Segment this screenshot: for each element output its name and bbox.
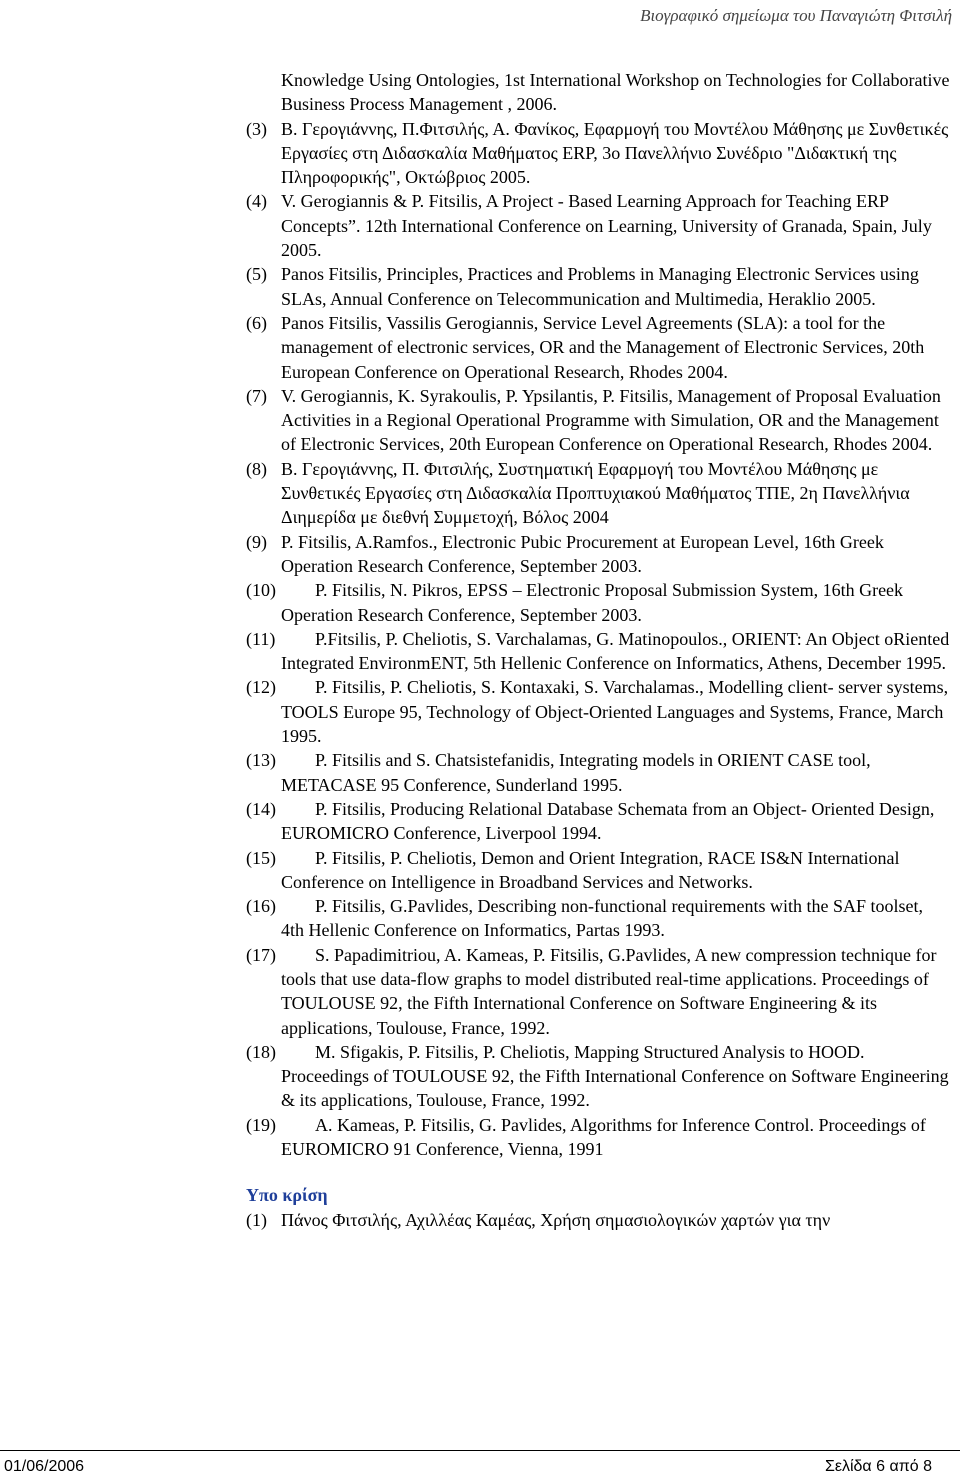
entry-text-lead: P. Fitsilis and S. Chatsistefanidis, Integrating models in ORIENT CASE — [315, 750, 834, 771]
entry-number: (13) — [246, 750, 276, 771]
entry-number: (11) — [246, 628, 276, 649]
entry-text-rest: Oriented Design, EUROMICRO Conference, Liverpool 1994. — [281, 798, 935, 844]
entry-number: (5) — [246, 264, 267, 285]
entry-text: P. Fitsilis, A.Ramfos., Electronic Pubic Procurement at European Level, 16th Greek Operation Research Conference, September 2003. — [281, 531, 884, 576]
entry-text-rest: 16th Greek Operation Research Conference, September 2003. — [281, 580, 904, 625]
list-item-continuation — [246, 68, 950, 117]
entry-number: (1) — [246, 1209, 267, 1230]
entry-text-lead: A. Kameas, P. Fitsilis, G. Pavlides, Algorithms for Inference Control. — [315, 1114, 814, 1135]
entry-number: (3) — [246, 118, 267, 139]
entry-number: (17) — [246, 944, 276, 965]
entry-number: (7) — [246, 385, 267, 406]
page-footer — [0, 1450, 960, 1477]
entry-number: (19) — [246, 1114, 276, 1135]
entry-text: V. Gerogiannis, K. Syrakoulis, P. Ypsilantis, P. Fitsilis, Management of Proposal Evaluation Activities in a Regional Operational Programme with Simulation, OR and the Management of Electronic Services, 20th European Conference on Operational Research, Rhodes 2004. — [281, 385, 941, 455]
entry-text-rest: HOOD. Proceedings of TOULOUSE 92, the Fifth International Conference on Software Engineering & its applications, Toulouse, France, 1992. — [281, 1041, 949, 1111]
entry-text: Πάνος Φιτσιλής, Αχιλλέας Καμέας, Χρήση σημασιολογικών χαρτών για την — [281, 1209, 831, 1230]
entry-text-lead: P. Fitsilis, P. Cheliotis, S. Kontaxaki, S. Varchalamas., Modelling client- — [315, 677, 834, 698]
entry-text-lead: P.Fitsilis, P. Cheliotis, S. Varchalamas, G. Matinopoulos., ORIENT: An — [315, 628, 828, 649]
entry-number: (12) — [246, 677, 276, 698]
entry-text: Β. Γερογιάννης, Π.Φιτσιλής, Α. Φανίκος, Εφαρμογή του Μοντέλου Μάθησης με Συνθετικές Εργασίες στη Διδασκαλία Μαθήματος ERP, 3ο Πανελλήνιο Συνέδριο "Διδακτική της Πληροφορικής", Οκτώβριος 2005. — [281, 118, 949, 188]
list-item — [246, 748, 950, 797]
list-item — [246, 262, 950, 311]
entry-text: V. Gerogiannis & P. Fitsilis, A Project - Based Learning Approach for Teaching ERP Concepts”. 12th International Conference on Learning, University of Granada, Spain, July 2005. — [281, 191, 932, 261]
entry-number: (10) — [246, 580, 276, 601]
entry-number: (15) — [246, 847, 276, 868]
entry-text-rest: International Conference on Intelligence in Broadband Services and Networks. — [281, 847, 900, 892]
entry-text-lead: P. Fitsilis, P. Cheliotis, Demon and Orient Integration, RACE IS&N — [315, 847, 804, 868]
list-item — [246, 894, 950, 943]
entry-text-rest: technique for tools that use data-flow graphs to model distributed real-time applications. Proceedings of TOULOUSE 92, the Fifth International Conference on Software Engineering & its applications, Toulouse, France, 1992. — [281, 944, 937, 1038]
list-item — [246, 311, 950, 384]
list-item — [246, 1208, 950, 1232]
entry-text-rest: Proceedings of EUROMICRO 91 Conference, Vienna, 1991 — [281, 1114, 926, 1160]
entry-text-lead: M. Sfigakis, P. Fitsilis, P. Cheliotis, Mapping Structured Analysis to — [315, 1041, 804, 1062]
section-title-under-review: Υπο κρίση — [246, 1185, 328, 1206]
list-item — [246, 530, 950, 579]
entry-text-rest: tool, METACASE 95 Conference, Sunderland 1995. — [281, 750, 871, 795]
list-item — [246, 189, 950, 262]
publication-list — [246, 68, 950, 1232]
entry-text-lead: P. Fitsilis, N. Pikros, EPSS – Electronic Proposal Submission System, — [315, 580, 819, 601]
footer-date: 01/06/2006 — [4, 1458, 85, 1475]
list-item — [246, 675, 950, 748]
entry-text: Β. Γερογιάννης, Π. Φιτσιλής, Συστηματική Εφαρμογή του Μοντέλου Μάθησης με Συνθετικές Εργασίες στη Διδασκαλία Προπτυχιακού Μαθήματος ΤΠΕ, 2η Πανελλήνια Διημερίδα με διεθνή Συμμετοχή, Βόλος 2004 — [281, 458, 910, 528]
entry-text: Panos Fitsilis, Principles, Practices and Problems in Managing Electronic Services using SLAs, Annual Conference on Telecommunication and Multimedia, Heraklio 2005. — [281, 264, 919, 309]
list-item — [246, 943, 950, 1040]
entry-text-lead: S. Papadimitriou, A. Kameas, P. Fitsilis, G.Pavlides, A new compression — [315, 944, 837, 965]
list-item — [246, 627, 950, 676]
list-item — [246, 846, 950, 895]
list-item — [246, 1113, 950, 1162]
list-item — [246, 1040, 950, 1113]
running-header: Βιογραφικό σημείωμα του Παναγιώτη Φιτσιλή — [640, 6, 952, 25]
entry-number: (16) — [246, 896, 276, 917]
entry-number: (8) — [246, 458, 267, 479]
entry-text-lead: P. Fitsilis, G.Pavlides, Describing non-functional requirements with the — [315, 896, 829, 917]
entry-number: (6) — [246, 312, 267, 333]
list-item — [246, 797, 950, 846]
entry-number: (18) — [246, 1041, 276, 1062]
entry-number: (4) — [246, 191, 267, 212]
entry-number: (14) — [246, 798, 276, 819]
entry-text-rest: SAF toolset, 4th Hellenic Conference on Informatics, Partas 1993. — [281, 896, 923, 941]
entry-text-rest: server systems, TOOLS Europe 95, Technology of Object-Oriented Languages and Systems, France, March 1995. — [281, 677, 949, 747]
list-item — [246, 384, 950, 457]
entry-text: Knowledge Using Ontologies, 1st International Workshop on Technologies for Collaborative Business Process Management , 2006. — [281, 70, 950, 115]
list-item — [246, 578, 950, 627]
entry-text-lead: P. Fitsilis, Producing Relational Database Schemata from an Object- — [315, 798, 807, 819]
entry-text-rest: Object oRiented Integrated EnvironmENT, 5th Hellenic Conference on Informatics, Athens, December 1995. — [281, 628, 950, 674]
list-item — [246, 457, 950, 530]
entry-text: Panos Fitsilis, Vassilis Gerogiannis, Service Level Agreements (SLA): a tool for the management of electronic services, OR and the Management of Electronic Services, 20th European Conference on Operational Research, Rhodes 2004. — [281, 312, 925, 382]
entry-number: (9) — [246, 531, 267, 552]
list-item — [246, 117, 950, 190]
footer-page-number: Σελίδα 6 από 8 — [824, 1458, 932, 1475]
